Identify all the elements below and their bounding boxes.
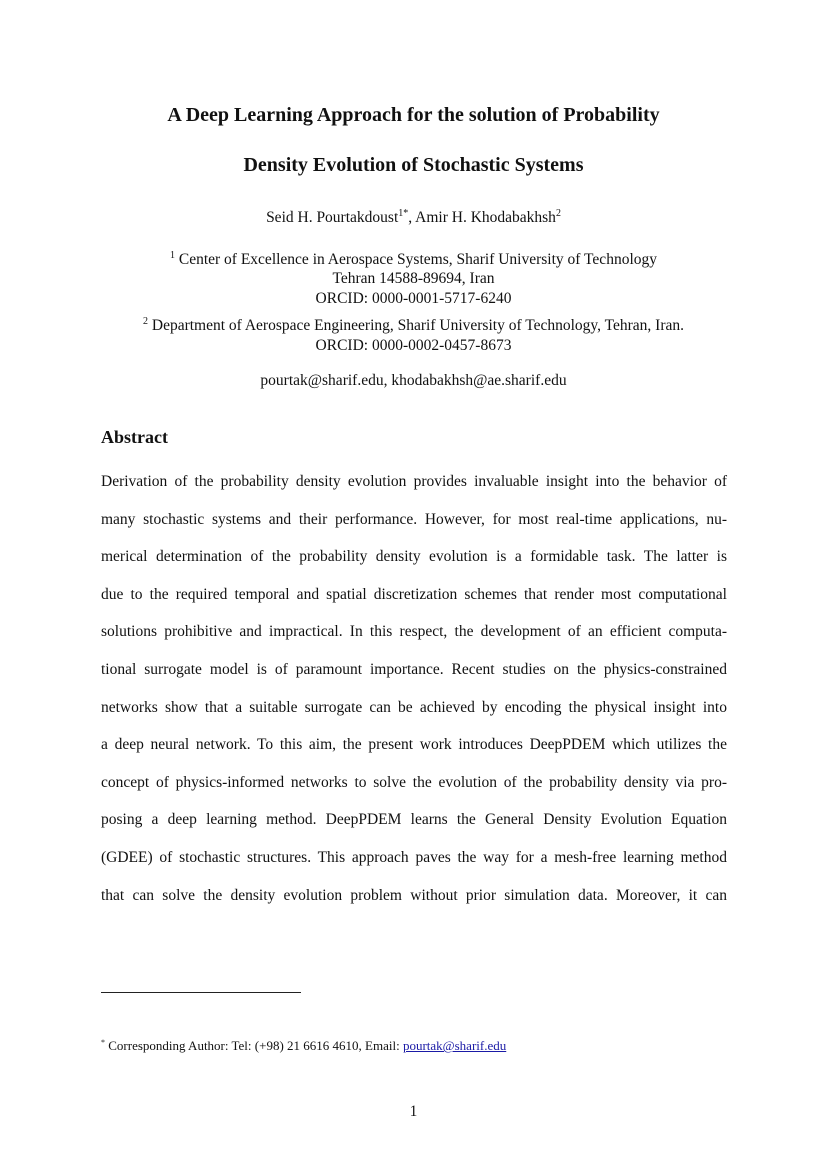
footnote-text: Corresponding Author: Tel: (+98) 21 6616 4610, Email: (105, 1038, 403, 1053)
abstract-line: concept of physics-informed networks to solve the evolution of the probability density via pro- (101, 773, 727, 791)
abstract-line: (GDEE) of stochastic structures. This approach paves the way for a mesh-free learning method (101, 848, 727, 866)
abstract-line: a deep neural network. To this aim, the present work introduces DeepPDEM which utilizes the (101, 736, 727, 754)
author-name: Seid H. Pourtakdoust (266, 209, 399, 226)
affiliation-2-line-1 (60, 316, 767, 335)
author-list (60, 208, 767, 227)
author-name: Amir H. Khodabakhsh (415, 209, 556, 226)
footnote-divider (101, 992, 301, 993)
affiliation-1-line-2: Tehran 14588-89694, Iran (332, 270, 495, 287)
author-affiliation-mark: 2 (555, 208, 561, 219)
abstract-line: merical determination of the probability density evolution is a formidable task. The latter is (101, 548, 727, 566)
footnote-email-link[interactable]: pourtak@sharif.edu (402, 1038, 507, 1053)
affiliation-2-orcid: ORCID: 0000-0002-0457-8673 (315, 337, 512, 354)
affiliation-text: Center of Excellence in Aerospace Systems, Sharif University of Technology (174, 251, 657, 268)
paper-title-line-1: A Deep Learning Approach for the solution of Probability (167, 104, 660, 126)
abstract-line: posing a deep learning method. DeepPDEM learns the General Density Evolution Equation (101, 811, 727, 829)
affiliation-mark: 2 (143, 316, 148, 327)
page-number: 1 (409, 1103, 418, 1120)
abstract-body (101, 472, 727, 923)
abstract-line: that can solve the density evolution problem without prior simulation data. Moreover, it can (101, 886, 727, 904)
author-emails: pourtak@sharif.edu, khodabakhsh@ae.sharif.edu (260, 372, 567, 389)
abstract-line: due to the required temporal and spatial discretization schemes that render most computational (101, 585, 727, 603)
author-affiliation-mark: 1* (398, 208, 409, 219)
abstract-line: networks show that a suitable surrogate can be achieved by encoding the physical insight into (101, 698, 727, 716)
abstract-line: solutions prohibitive and impractical. In this respect, the development of an efficient computa- (101, 623, 727, 641)
affiliation-mark: 1 (169, 250, 175, 261)
affiliation-text: Department of Aerospace Engineering, Sharif University of Technology, Tehran, Iran. (148, 317, 684, 334)
abstract-heading: Abstract (101, 427, 168, 447)
affiliation-1-orcid: ORCID: 0000-0001-5717-6240 (315, 290, 512, 307)
corresponding-author-footnote (101, 1037, 506, 1054)
author-separator: , (408, 209, 416, 226)
abstract-line: many stochastic systems and their performance. However, for most real-time applications, nu- (101, 510, 727, 528)
abstract-line: Derivation of the probability density evolution provides invaluable insight into the behavior of (101, 473, 727, 490)
paper-title-line-2: Density Evolution of Stochastic Systems (243, 154, 584, 176)
abstract-line: tional surrogate model is of paramount importance. Recent studies on the physics-constrained (101, 660, 727, 678)
affiliation-1-line-1 (60, 250, 767, 269)
footnote-mark: * (101, 1038, 105, 1047)
